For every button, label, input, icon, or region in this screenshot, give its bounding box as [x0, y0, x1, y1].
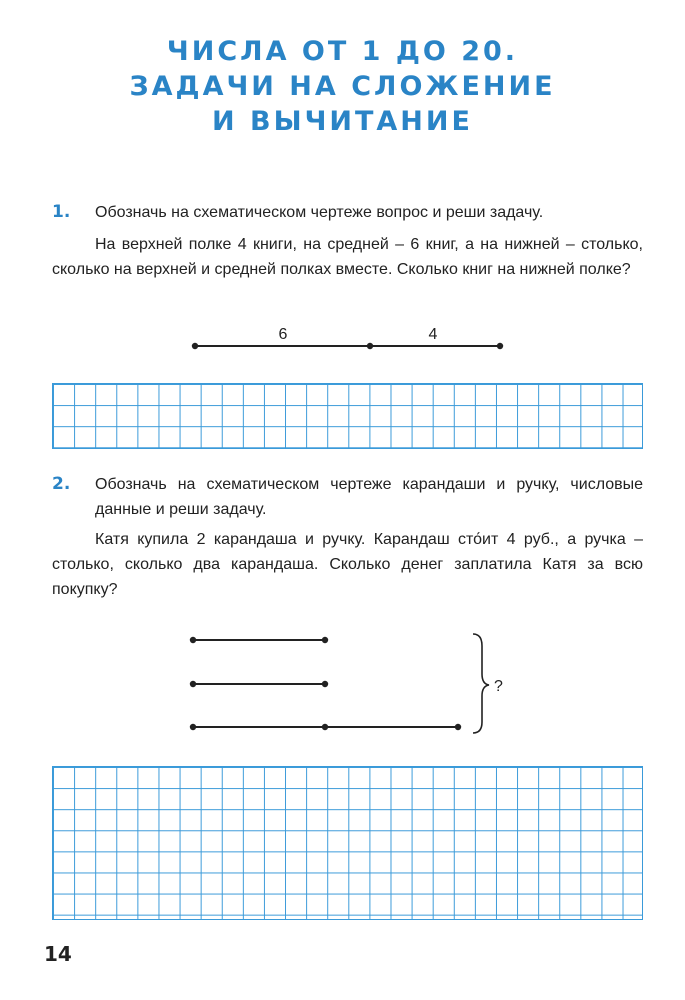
diagram-point: [497, 343, 503, 349]
diagram-point: [455, 724, 461, 730]
exercise-1-instruction: Обозначь на схематическом чертеже вопрос и реши задачу.: [95, 204, 544, 221]
diagram-point: [190, 724, 196, 730]
diagram-point: [190, 637, 196, 643]
diagram-point: [367, 343, 373, 349]
title-line-3: И ВЫЧИТАНИЕ: [212, 106, 473, 137]
exercise-2-problem: Катя купила 2 карандаша и ручку. Карандаш сто́ит 4 руб., а ручка – столько, сколько два карандаша. Сколько денег заплатила Катя за всю покупку?: [52, 531, 643, 598]
exercise-1-number: 1.: [52, 202, 71, 222]
diagram-point: [322, 724, 328, 730]
curly-brace: [473, 634, 489, 733]
diagram-point: [322, 681, 328, 687]
exercise-2-number: 2.: [52, 474, 71, 494]
diagram-label-right: 4: [428, 326, 438, 343]
diagram-label-left: 6: [278, 326, 288, 343]
title-line-2: ЗАДАЧИ НА СЛОЖЕНИЕ: [129, 71, 556, 102]
exercise-2-instruction: Обозначь на схематическом чертеже карандаши и ручку, числовые данные и реши задачу.: [95, 476, 643, 518]
segment-diagram-2: [190, 634, 503, 733]
exercise-1-problem: На верхней полке 4 книги, на средней – 6 книг, а на нижней – столько, сколько на верхней и средней полках вместе. Сколько книг на нижней полке?: [52, 236, 643, 278]
segment-diagram-1: [192, 326, 503, 349]
diagram-point: [190, 681, 196, 687]
page-number: 14: [44, 942, 72, 966]
page-title: [0, 34, 685, 139]
diagram-point: [192, 343, 198, 349]
answer-grid-2[interactable]: [52, 766, 643, 920]
title-line-1: ЧИСЛА ОТ 1 ДО 20.: [166, 36, 519, 67]
answer-grid-1[interactable]: [52, 383, 643, 449]
diagram-point: [322, 637, 328, 643]
diagram-question-mark: ?: [494, 678, 503, 695]
